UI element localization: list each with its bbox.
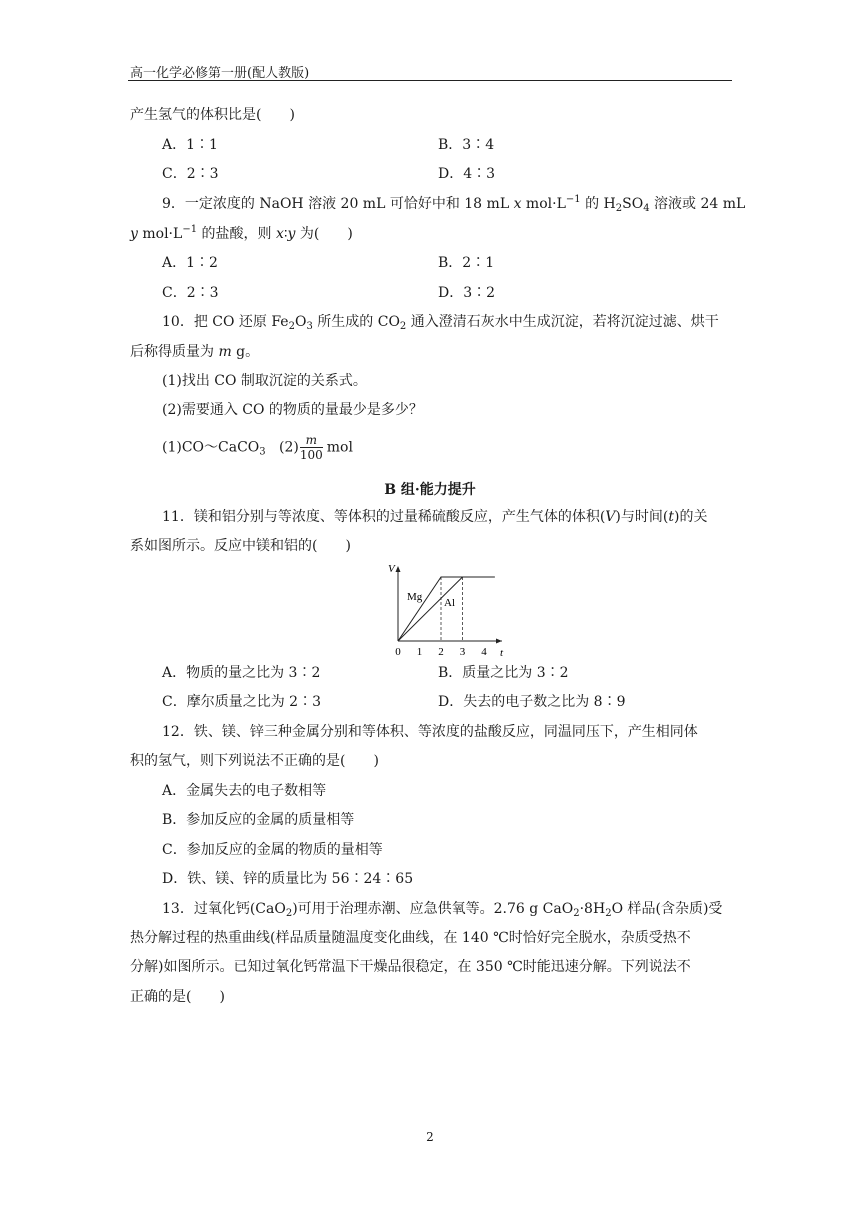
volume-time-chart bbox=[380, 560, 510, 660]
q8-option-b: B．3∶4 bbox=[438, 137, 495, 153]
header-rule bbox=[128, 80, 732, 81]
q8-tail: 产生氢气的体积比是( ) bbox=[130, 107, 295, 123]
q11-option-a: A．物质的量之比为 3∶2 bbox=[162, 665, 321, 681]
series-line-mg bbox=[398, 577, 495, 641]
q10-subquestion-2: (2)需要通入 CO 的物质的量最少是多少？ bbox=[162, 402, 423, 418]
x-tick-labels bbox=[395, 646, 487, 658]
series-label-al: Al bbox=[444, 597, 455, 609]
series-line-al bbox=[398, 577, 495, 641]
q10-stem-line2: 后称得质量为 m g。 bbox=[130, 344, 260, 360]
running-header: 高一化学必修第一册(配人教版) bbox=[130, 66, 310, 81]
q9-stem-line2: y $mol\cdot L^{-1}$ 的盐酸，则 x∶y 为( ) bbox=[130, 224, 353, 242]
q9-option-c: C．2∶3 bbox=[162, 285, 219, 301]
q8-option-c: C．2∶3 bbox=[162, 166, 219, 182]
q10-subquestion-1: (1)找出 CO 制取沉淀的关系式。 bbox=[162, 373, 367, 389]
q9-option-b: B．2∶1 bbox=[438, 255, 495, 271]
q12-option-d: D．铁、镁、锌的质量比为 56∶24∶65 bbox=[162, 871, 414, 887]
q12-stem-line2: 积的氢气，则下列说法不正确的是( ) bbox=[130, 753, 379, 769]
q12-stem-line1: 12．铁、镁、锌三种金属分别和等体积、等浓度的盐酸反应，同温同压下，产生相同体 bbox=[162, 724, 698, 740]
x-tick-label: 4 bbox=[481, 646, 487, 658]
x-tick-label: 1 bbox=[416, 646, 423, 658]
q11-stem-line1: 11．镁和铝分别与等浓度、等体积的过量稀硫酸反应，产生气体的体积(V)与时间(t)的关 bbox=[162, 509, 708, 525]
x-axis-arrow bbox=[496, 639, 502, 644]
q11-stem-line2: 系如图所示。反应中镁和铝的( ) bbox=[130, 538, 351, 554]
q13-stem-line1: 13．过氧化钙(CaO$_2$)可用于治理赤潮、应急供氧等。2.76 g $CaO_2\cdot 8H_2O$ 样品(含杂质)受 bbox=[162, 901, 723, 919]
y-axis-arrow bbox=[396, 566, 401, 572]
q8-option-a: A．1∶1 bbox=[162, 137, 218, 153]
q12-option-b: B．参加反应的金属的质量相等 bbox=[162, 812, 355, 828]
section-heading: B 组·能力提升 bbox=[384, 482, 476, 498]
q9-option-a: A．1∶2 bbox=[162, 255, 218, 271]
q12-option-c: C．参加反应的金属的物质的量相等 bbox=[162, 842, 383, 858]
q11-option-b: B．质量之比为 3∶2 bbox=[438, 665, 569, 681]
x-tick-label: 2 bbox=[438, 646, 444, 658]
q9-option-d: D．3∶2 bbox=[438, 285, 496, 301]
q12-option-a: A．金属失去的电子数相等 bbox=[162, 783, 327, 799]
q9-stem-line1: 9．一定浓度的 NaOH 溶液 20 mL 可恰好中和 18 mL x $mol\cdot L^{-1}$ 的 $H_2SO_4$ 溶液或 24 mL bbox=[162, 194, 746, 214]
x-axis-label: t bbox=[500, 647, 504, 659]
x-tick-label: 0 bbox=[395, 646, 401, 658]
q10-answer-fraction: $\frac{m}{100}$ bbox=[299, 433, 323, 462]
q13-stem-line2: 热分解过程的热重曲线(样品质量随温度变化曲线，在 140 ℃时恰好完全脱水，杂质受热不 bbox=[130, 930, 691, 946]
q8-option-d: D．4∶3 bbox=[438, 166, 496, 182]
q11-option-d: D．失去的电子数之比为 8∶9 bbox=[438, 694, 626, 710]
q10-answer: (1)CO～CaCO$_3$ (2) $\frac{m}{100}$ mol bbox=[162, 433, 353, 462]
q13-stem-line3: 分解)如图所示。已知过氧化钙常温下干燥品很稳定，在 350 ℃时能迅速分解。下列说法不 bbox=[130, 959, 691, 975]
q10-stem-line1: 10．把 CO 还原 $Fe_2O_3$ 所生成的 $CO_2$ 通入澄清石灰水中生成沉淀，若将沉淀过滤、烘干 bbox=[162, 314, 719, 332]
q11-option-c: C．摩尔质量之比为 2∶3 bbox=[162, 694, 321, 710]
x-tick-label: 3 bbox=[459, 646, 466, 658]
q13-stem-line4: 正确的是( ) bbox=[130, 989, 225, 1005]
series-label-mg: Mg bbox=[407, 591, 423, 603]
y-axis-label: V bbox=[388, 563, 395, 575]
page-number: 2 bbox=[426, 1130, 434, 1144]
